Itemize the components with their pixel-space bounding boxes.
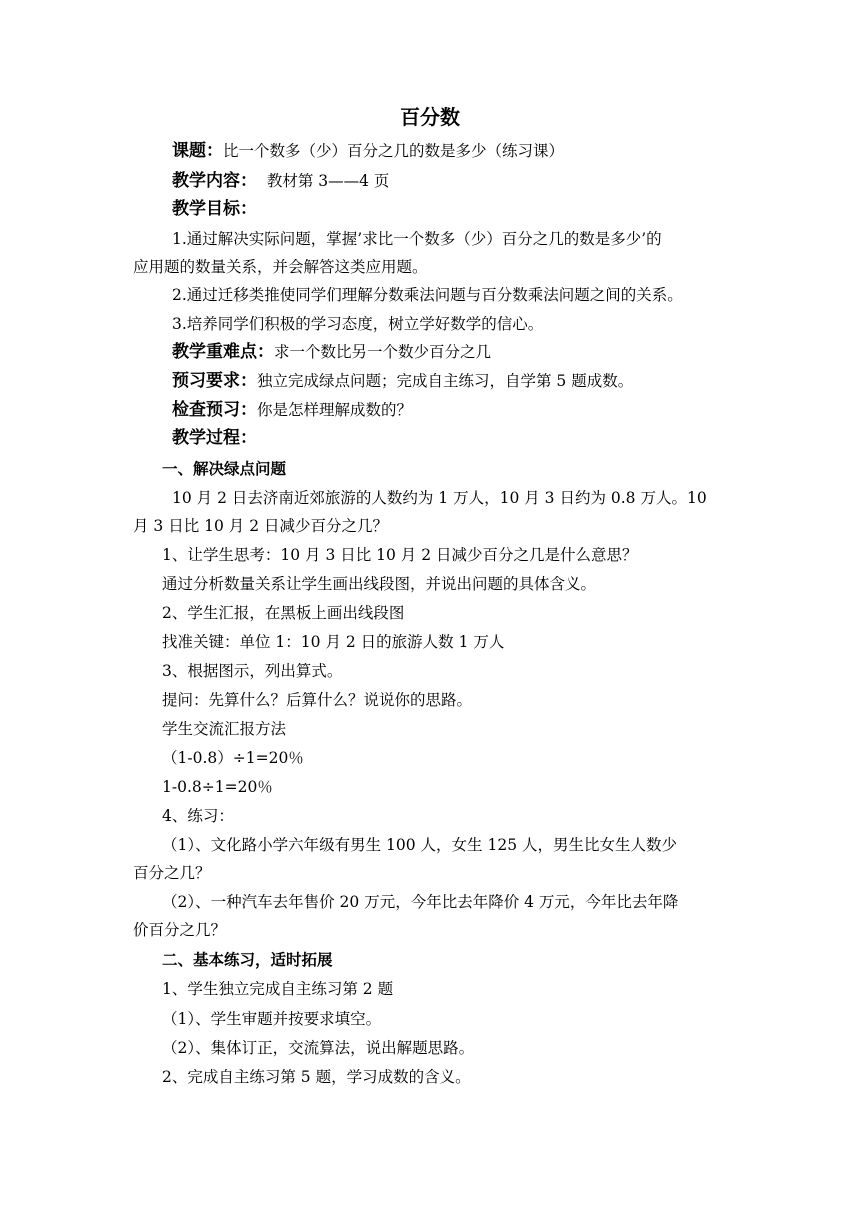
- text-line: （2）、集体订正，交流算法，说出解题思路。: [162, 1039, 475, 1057]
- text-line: 百分之几？: [133, 864, 211, 882]
- check-label: 检查预习：: [172, 400, 257, 420]
- topic-label: 课题：: [172, 141, 223, 161]
- text-line: 通过分析数量关系让学生画出线段图，并说出问题的具体含义。: [162, 575, 597, 593]
- text-line: 1、让学生思考：10 月 3 日比 10 月 2 日减少百分之几是什么意思？: [162, 546, 638, 564]
- formula-line: （1-0.8）÷1=20％: [162, 749, 304, 767]
- text-line: 学生交流汇报方法: [162, 720, 287, 738]
- goal-item: 2.通过迁移类推使同学们理解分数乘法问题与百分数乘法问题之间的关系。: [172, 286, 683, 304]
- preview-label: 预习要求：: [172, 371, 257, 391]
- goal-item: 1.通过解决实际问题，掌握’求比一个数多（少）百分之几的数是多少’的: [172, 230, 662, 248]
- key-label: 教学重难点：: [172, 342, 274, 362]
- topic-value: 比一个数多（少）百分之几的数是多少（练习课）: [223, 142, 565, 160]
- text-line: 2、学生汇报，在黑板上画出线段图: [162, 604, 405, 622]
- check-value: 你是怎样理解成数的？: [257, 401, 413, 419]
- process-line: [172, 427, 257, 449]
- goals-label: 教学目标：: [172, 199, 257, 219]
- text-line: 4、练习：: [162, 807, 234, 825]
- text-line: （1）、学生审题并按要求填空。: [162, 1010, 382, 1028]
- text-line: 价百分之几？: [133, 921, 227, 939]
- content-value: 教材第 3——4 页: [257, 172, 390, 190]
- text-line: 1、学生独立完成自主练习第 2 题: [162, 980, 394, 998]
- content-label: 教学内容：: [172, 171, 257, 191]
- text-line: 3、根据图示，列出算式。: [162, 662, 343, 680]
- content-line: [172, 170, 389, 192]
- section-heading: 二、基本练习，适时拓展: [162, 951, 333, 969]
- text-line: （2）、一种汽车去年售价 20 万元，今年比去年降价 4 万元，今年比去年降: [162, 893, 679, 911]
- preview-line: [172, 370, 633, 392]
- check-line: [172, 399, 412, 421]
- text-line: 月 3 日比 10 月 2 日减少百分之几？: [133, 517, 389, 535]
- formula-line: 1-0.8÷1=20％: [162, 778, 273, 796]
- key-value: 求一个数比另一个数少百分之几: [274, 343, 492, 361]
- goal-item: 3.培养同学们积极的学习态度，树立学好数学的信心。: [172, 315, 544, 333]
- goals-line: [172, 198, 257, 220]
- key-line: [172, 341, 491, 363]
- goal-item: 应用题的数量关系，并会解答这类应用题。: [133, 258, 428, 276]
- text-line: 提问：先算什么？后算什么？说说你的思路。: [162, 691, 473, 709]
- text-line: （1）、文化路小学六年级有男生 100 人，女生 125 人，男生比女生人数少: [162, 836, 677, 854]
- topic-line: [172, 140, 564, 162]
- preview-value: 独立完成绿点问题；完成自主练习，自学第 5 题成数。: [257, 372, 634, 390]
- text-line: 找准关键：单位 1：10 月 2 日的旅游人数 1 万人: [162, 633, 505, 651]
- text-line: 2、完成自主练习第 5 题，学习成数的含义。: [162, 1068, 471, 1086]
- section-heading: 一、解决绿点问题: [162, 460, 287, 478]
- page-title: 百分数: [400, 105, 460, 129]
- text-line: 10 月 2 日去济南近郊旅游的人数约为 1 万人，10 月 3 日约为 0.8 万人。10: [172, 489, 707, 507]
- process-label: 教学过程：: [172, 428, 257, 448]
